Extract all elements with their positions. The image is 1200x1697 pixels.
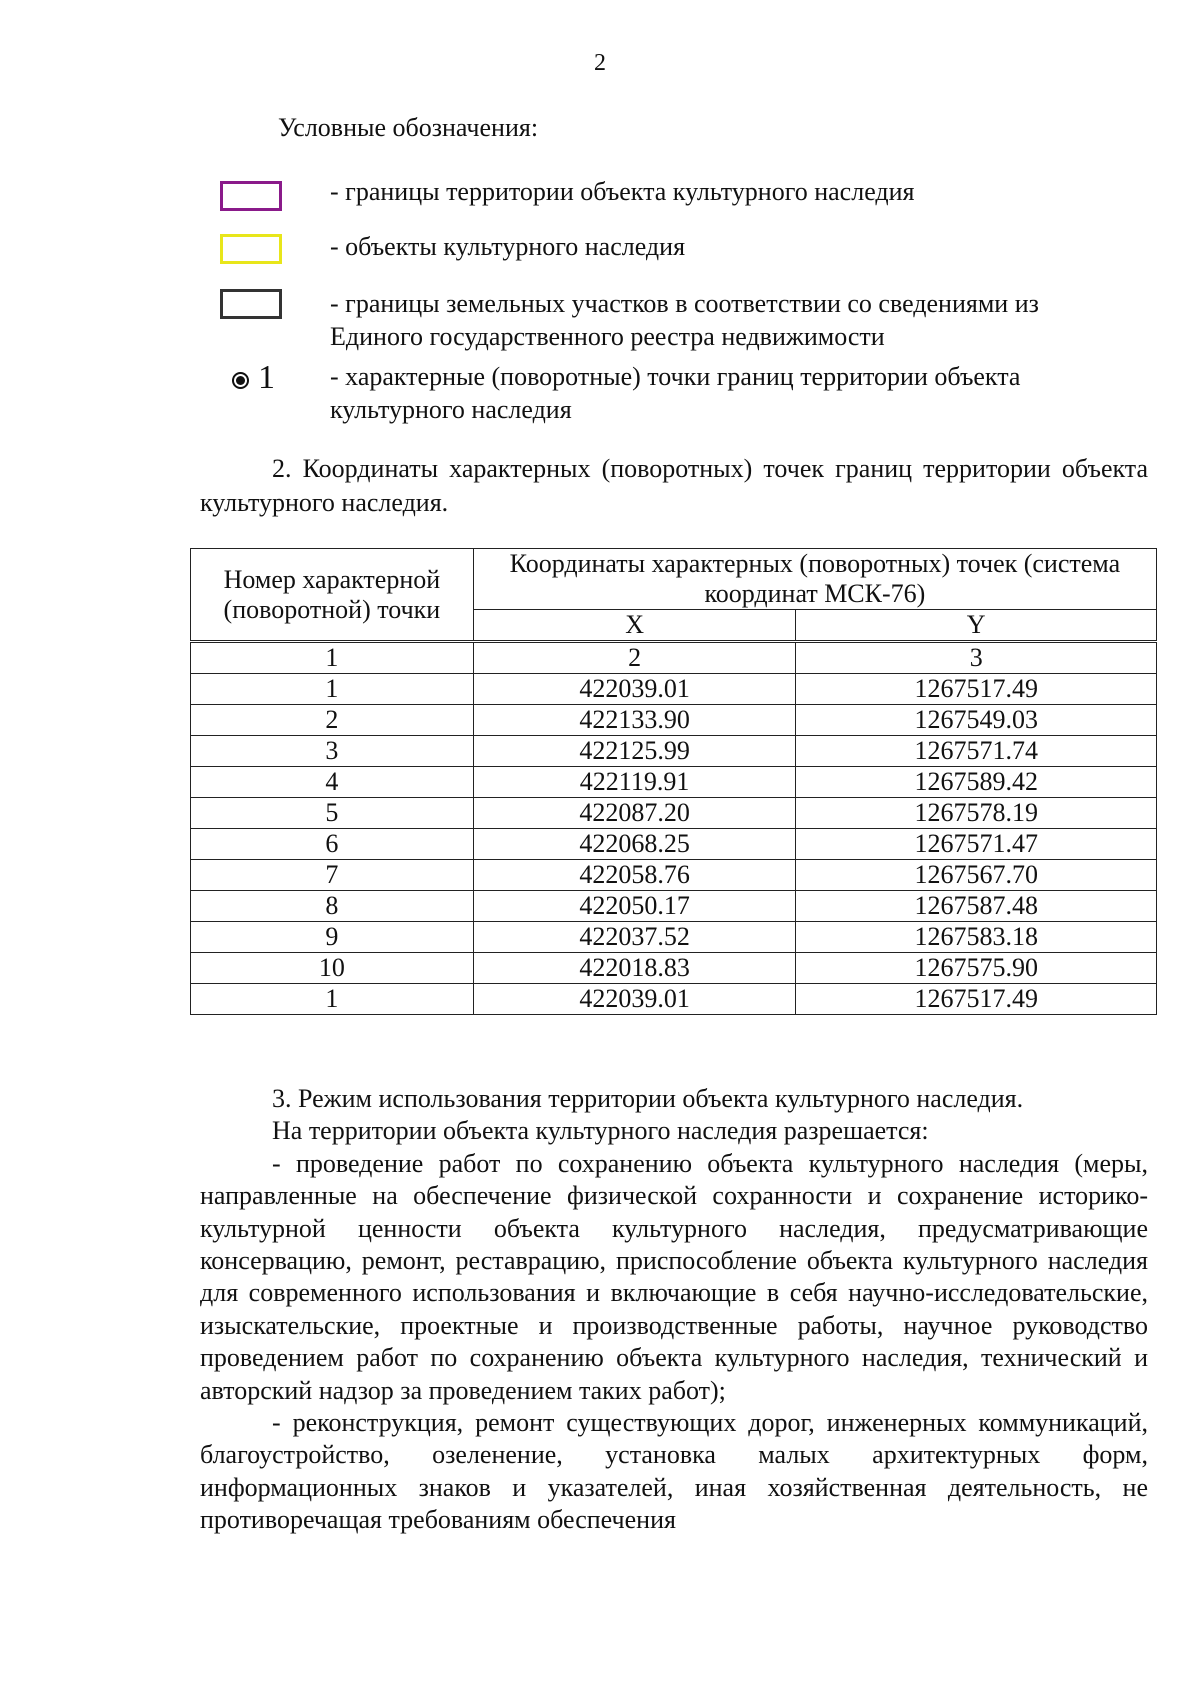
point-number-cell: 10 <box>191 953 474 984</box>
y-coordinate-cell: 1267549.03 <box>796 705 1157 736</box>
x-coordinate-cell: 422068.25 <box>473 829 796 860</box>
point-number-cell: 1 <box>191 674 474 705</box>
header-coordinates: Координаты характерных (поворотных) точек (система координат МСК-76) <box>473 549 1156 610</box>
index-cell: 1 <box>191 642 474 674</box>
legend-text: - объекты культурного наследия <box>330 232 686 261</box>
x-coordinate-cell: 422125.99 <box>473 736 796 767</box>
header-y: Y <box>796 610 1157 642</box>
y-coordinate-cell: 1267578.19 <box>796 798 1157 829</box>
header-x: X <box>473 610 796 642</box>
x-coordinate-cell: 422018.83 <box>473 953 796 984</box>
point-number-cell: 5 <box>191 798 474 829</box>
table-row <box>191 736 1157 767</box>
yellow-frame-swatch-icon <box>220 234 282 264</box>
filled-circle-icon <box>232 372 249 389</box>
table-row <box>191 674 1157 705</box>
purple-frame-swatch-icon <box>220 181 282 211</box>
y-coordinate-cell: 1267567.70 <box>796 860 1157 891</box>
point-number-cell: 3 <box>191 736 474 767</box>
point-number-cell: 4 <box>191 767 474 798</box>
y-coordinate-cell: 1267583.18 <box>796 922 1157 953</box>
table-row <box>191 891 1157 922</box>
coordinates-table <box>190 548 1157 1015</box>
table-row <box>191 922 1157 953</box>
point-number-cell: 7 <box>191 860 474 891</box>
point-number-cell: 8 <box>191 891 474 922</box>
point-symbol-number: 1 <box>258 359 275 396</box>
y-coordinate-cell: 1267517.49 <box>796 674 1157 705</box>
legend-title: Условные обозначения: <box>278 113 539 142</box>
table-row <box>191 860 1157 891</box>
table-row <box>191 767 1157 798</box>
x-coordinate-cell: 422058.76 <box>473 860 796 891</box>
section-3 <box>200 1083 1148 1537</box>
table-row <box>191 984 1157 1015</box>
table-row <box>191 705 1157 736</box>
y-coordinate-cell: 1267575.90 <box>796 953 1157 984</box>
page-number: 2 <box>594 50 606 76</box>
x-coordinate-cell: 422039.01 <box>473 674 796 705</box>
dark-frame-swatch-icon <box>220 289 282 319</box>
y-coordinate-cell: 1267571.47 <box>796 829 1157 860</box>
y-coordinate-cell: 1267589.42 <box>796 767 1157 798</box>
x-coordinate-cell: 422119.91 <box>473 767 796 798</box>
legend-text: - границы земельных участков в соответствии со сведениями из Единого государственного реестра недвижимости <box>330 289 1039 351</box>
permitted-item: - реконструкция, ремонт существующих дорог, инженерных коммуникаций, благоустройство, озеленение, установка малых архитектурных форм, информационных знаков и указателей, иная хозяйственная деятельность, не противоречащая требованиям обеспечения <box>200 1408 1148 1535</box>
x-coordinate-cell: 422133.90 <box>473 705 796 736</box>
permitted-item: - проведение работ по сохранению объекта культурного наследия (меры, направленные на обеспечение физической сохранности и сохранение историко-культурной ценности объекта культурного наследия, предусматривающие консервацию, ремонт, реставрацию, приспособление объекта культурного наследия для современного использования и включающие в себя научно-исследовательские, изыскательские, проектные и производственные работы, научное руководство проведением работ по сохранению объекта культурного наследия, технический и авторский надзор за проведением таких работ); <box>200 1148 1148 1405</box>
table-row <box>191 953 1157 984</box>
y-coordinate-cell: 1267571.74 <box>796 736 1157 767</box>
legend-text: - границы территории объекта культурного наследия <box>330 177 915 206</box>
point-number-cell: 9 <box>191 922 474 953</box>
point-number-cell: 2 <box>191 705 474 736</box>
y-coordinate-cell: 1267587.48 <box>796 891 1157 922</box>
header-point-number: Номер характерной (поворотной) точки <box>191 549 474 642</box>
x-coordinate-cell: 422050.17 <box>473 891 796 922</box>
x-coordinate-cell: 422087.20 <box>473 798 796 829</box>
index-cell: 2 <box>473 642 796 674</box>
point-number-cell: 6 <box>191 829 474 860</box>
turning-point-symbol <box>232 359 292 398</box>
x-coordinate-cell: 422037.52 <box>473 922 796 953</box>
point-number-cell: 1 <box>191 984 474 1015</box>
y-coordinate-cell: 1267517.49 <box>796 984 1157 1015</box>
table-row <box>191 829 1157 860</box>
table-row <box>191 798 1157 829</box>
section-2-heading: 2. Координаты характерных (поворотных) точек границ территории объекта культурного наследия. <box>200 454 1148 517</box>
index-cell: 3 <box>796 642 1157 674</box>
legend-text: - характерные (поворотные) точки границ территории объекта культурного наследия <box>330 362 1021 424</box>
section-3-intro: На территории объекта культурного наследия разрешается: <box>272 1116 929 1146</box>
section-3-heading: 3. Режим использования территории объекта культурного наследия. <box>272 1084 1024 1113</box>
x-coordinate-cell: 422039.01 <box>473 984 796 1015</box>
column-index-row <box>191 642 1157 674</box>
